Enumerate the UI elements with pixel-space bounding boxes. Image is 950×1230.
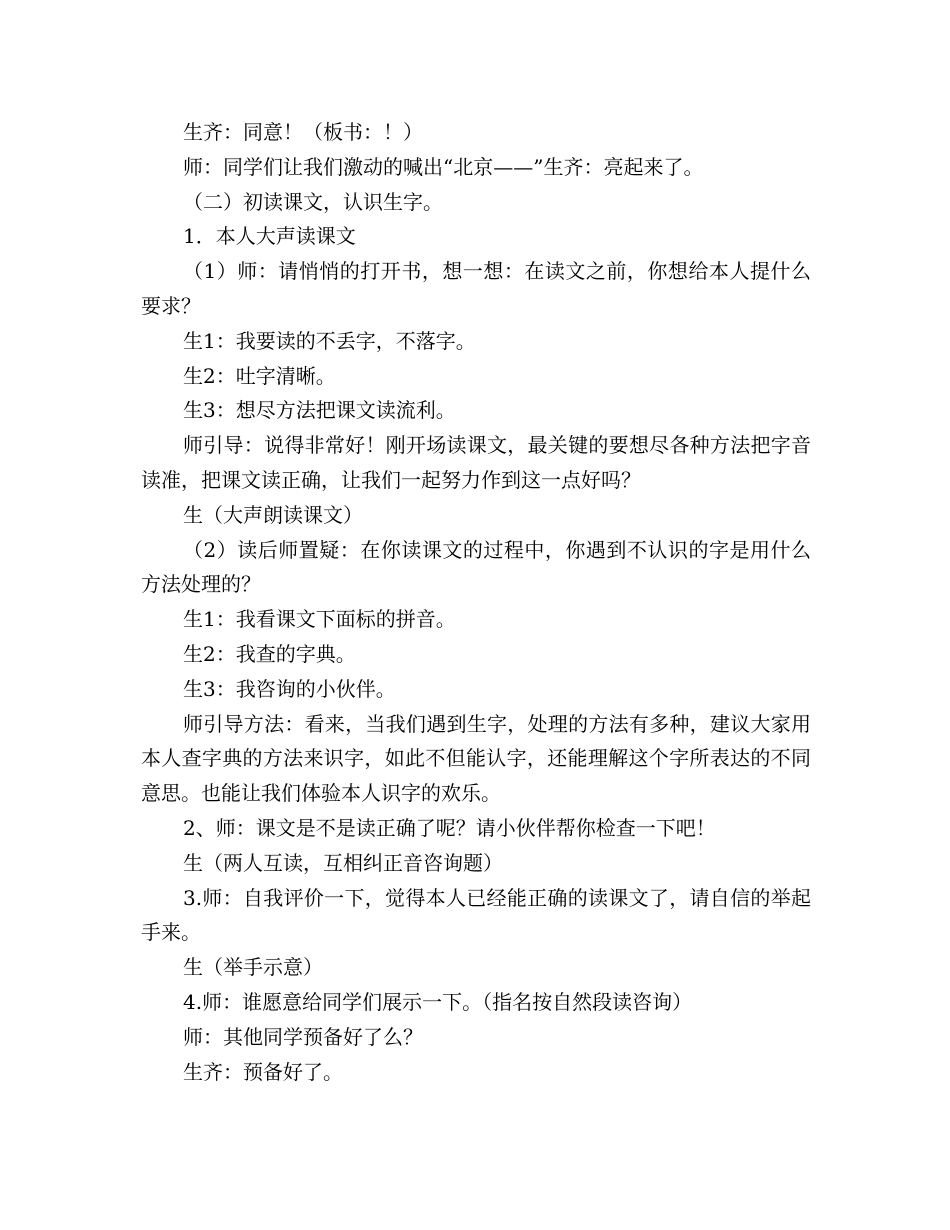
paragraph: 生3：想尽方法把课文读流利。 [183,398,456,423]
lesson-transcript [141,115,811,1089]
paragraph: 师引导方法：看来，当我们遇到生字，处理的方法有多种，建议大家用本人查字典的方法来识字，如此不但能认字，还能理解这个字所表达的不同意思。也能让我们体验本人识字的欢乐。 [141,711,811,806]
paragraph: 生1：我看课文下面标的拼音。 [183,607,456,632]
paragraph: 师引导：说得非常好！刚开场读课文，最关键的要想尽各种方法把字音读准，把课文读正确，让我们一起努力作到这一点好吗？ [141,433,811,492]
section-heading: （二）初读课文，认识生字。 [183,189,443,214]
paragraph: 生3：我咨询的小伙伴。 [183,676,396,701]
paragraph: 生（大声朗读课文） [183,502,363,527]
paragraph: 2、师：课文是不是读正确了呢？请小伙伴帮你检查一下吧！ [183,815,716,840]
paragraph: 师：其他同学预备好了么？ [183,1024,423,1049]
paragraph: 生（举手示意） [183,955,323,980]
paragraph: 4.师：谁愿意给同学们展示一下。（指名按自然段读咨询） [183,989,693,1014]
paragraph: （1）师：请悄悄的打开书，想一想：在读文之前，你想给本人提什么要求？ [141,259,811,318]
step-heading: 1．本人大声读课文 [183,224,356,249]
paragraph: 3.师：自我评价一下，觉得本人已经能正确的读课文了，请自信的举起手来。 [141,885,811,945]
paragraph: 生2：吐字清晰。 [183,363,336,388]
paragraph: 生1：我要读的不丢字，不落字。 [183,328,476,353]
paragraph: 生2：我查的字典。 [183,641,356,666]
paragraph: 生（两人互读，互相纠正音咨询题） [183,850,503,875]
paragraph: 生齐：同意！（板书：！） [183,120,423,144]
paragraph: 生齐：预备好了。 [183,1059,343,1084]
paragraph: 师：同学们让我们激动的喊出“北京——”生齐：亮起来了。 [183,154,704,179]
paragraph: （2）读后师置疑：在你读课文的过程中，你遇到不认识的字是用什么方法处理的？ [141,537,811,597]
